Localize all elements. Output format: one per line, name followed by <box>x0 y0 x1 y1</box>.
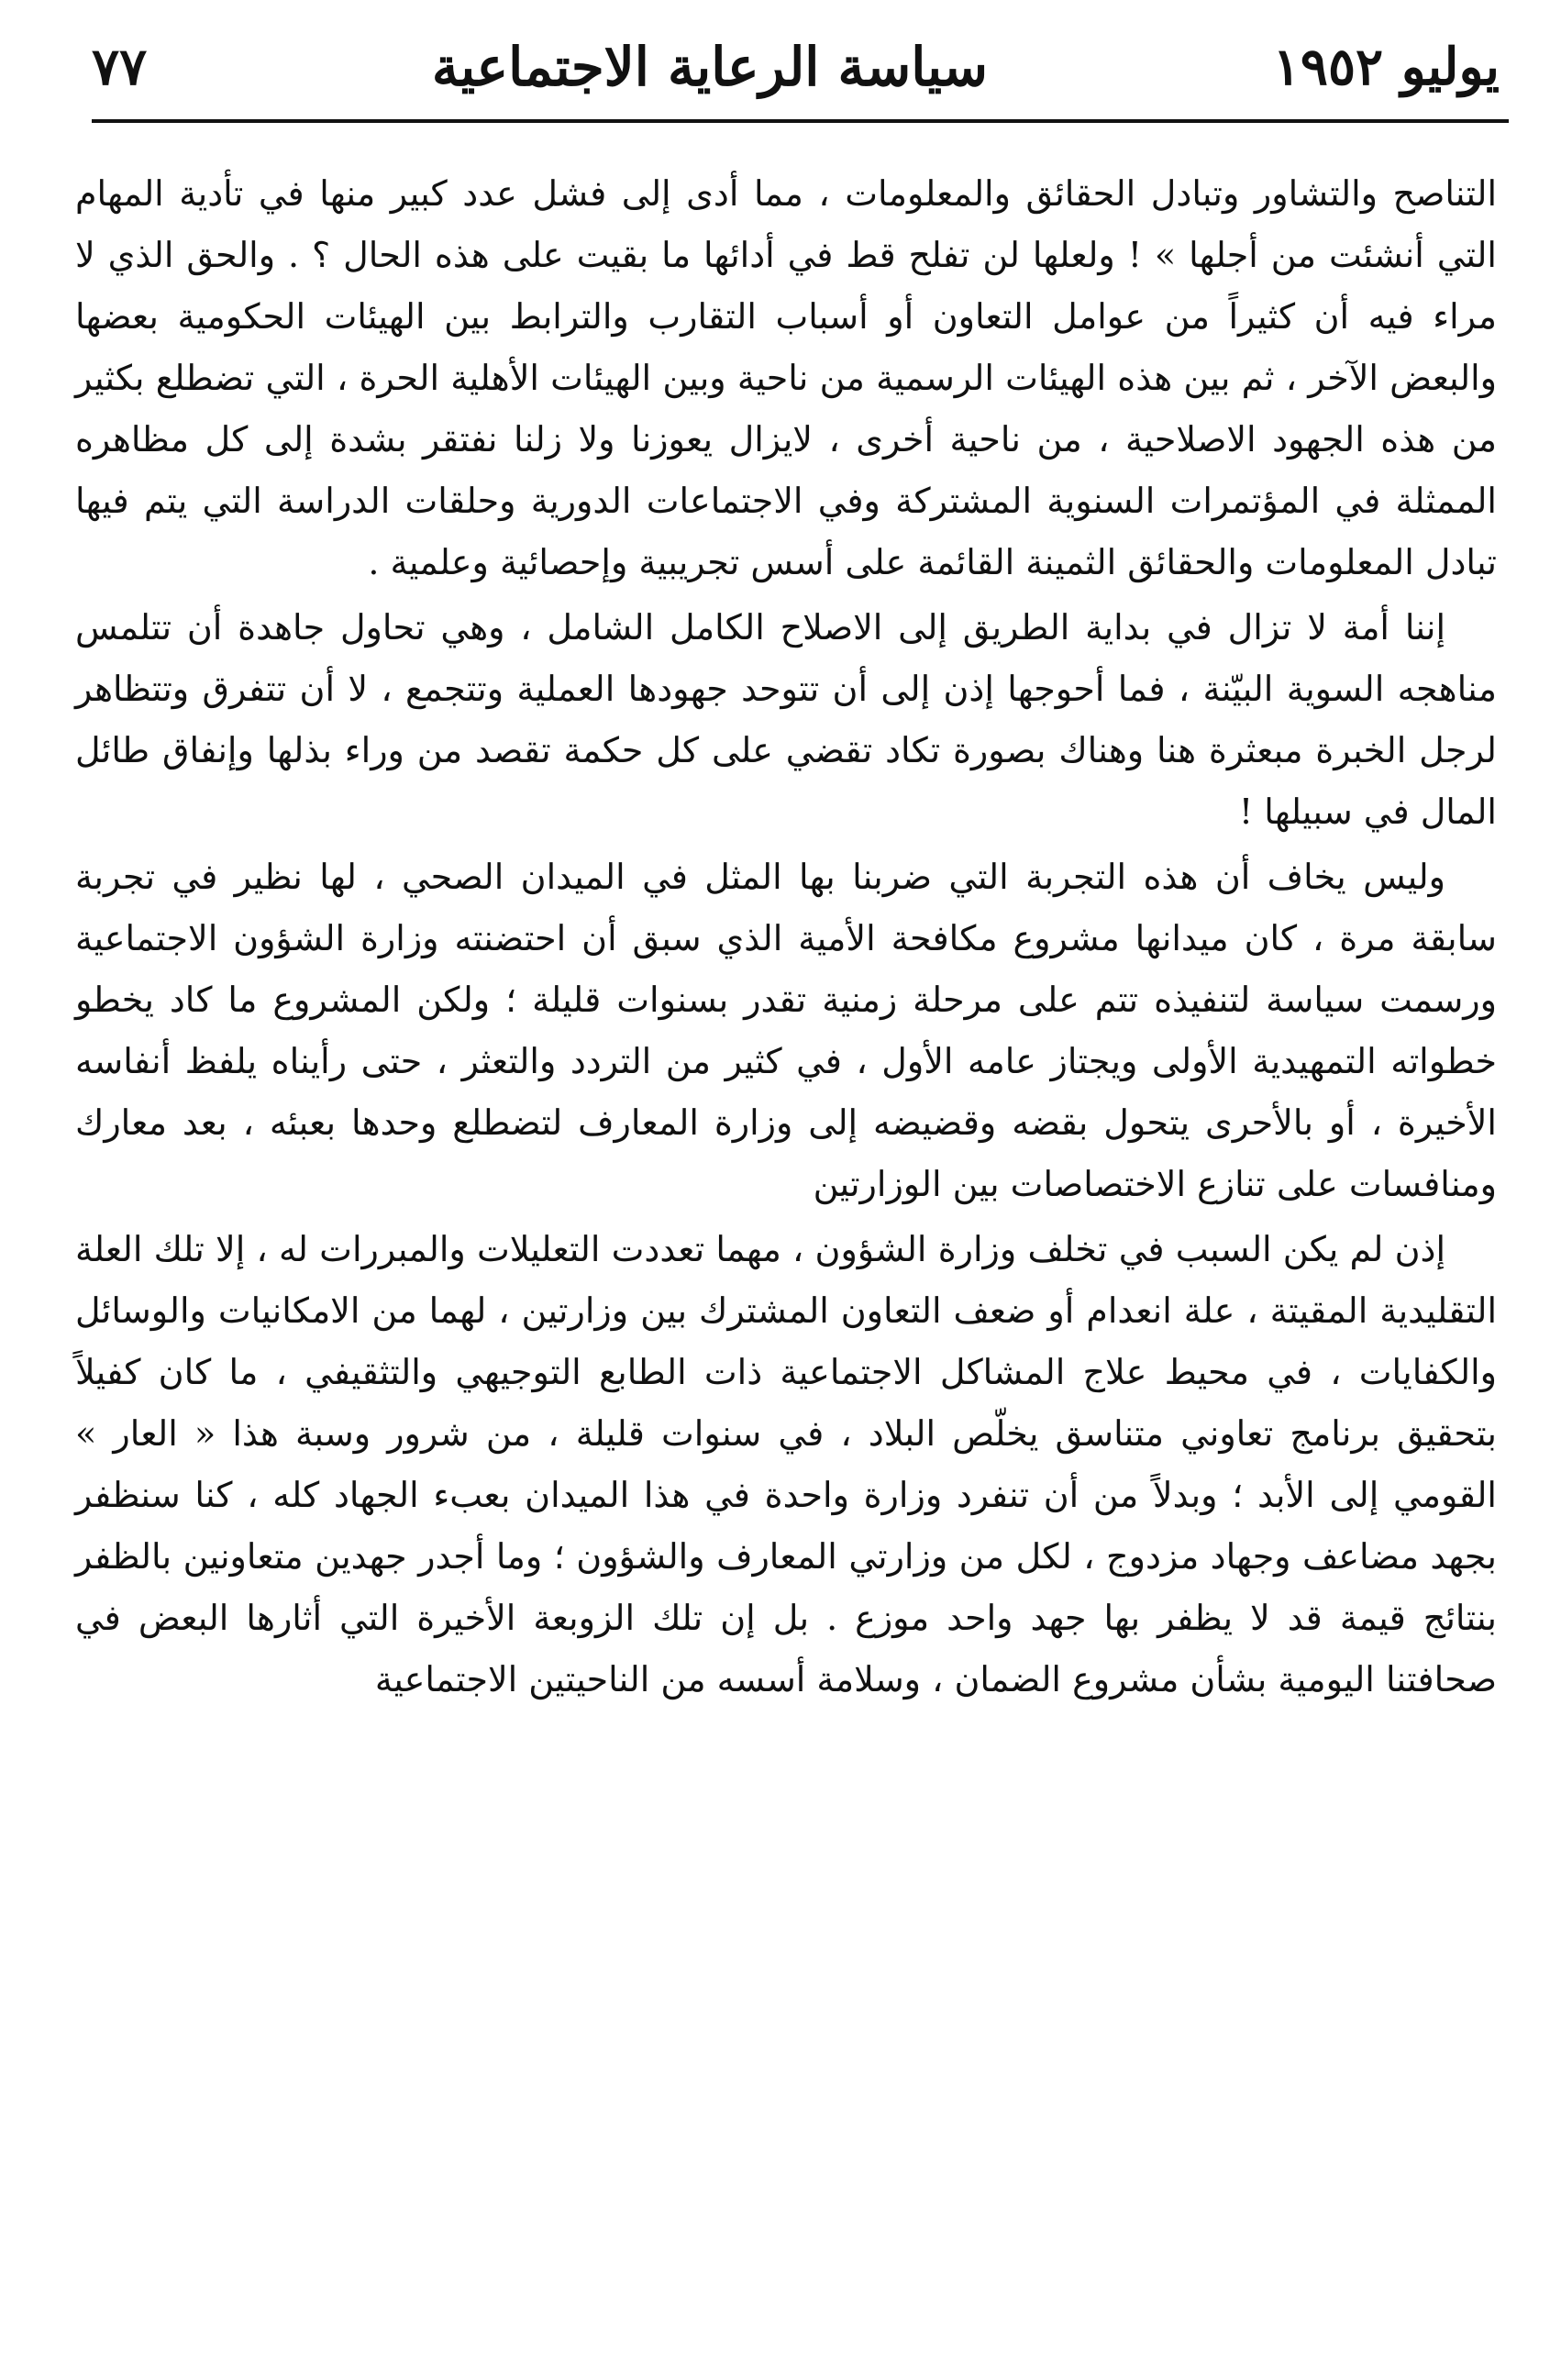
running-title: سياسة الرعاية الاجتماعية <box>431 36 989 98</box>
paragraph: وليس يخاف أن هذه التجربة التي ضربنا بها المثل في الميدان الصحي ، لها نظير في تجربة سابقة مرة ، كان ميدانها مشروع مكافحة الأمية الذي سبق أن احتضنته وزارة الشؤون الاجتماعية ورسمت سياسة لتنفيذه تتم على مرحلة زمنية تقدر بسنوات قليلة ؛ ولكن المشروع ما كاد يخطو خطواته التمهيدية الأولى ويجتاز عامه الأول ، في كثير من التردد والتعثر ، حتى رأيناه يلفظ أنفاسه الأخيرة ، أو بالأحرى يتحول بقضه وقضيضه إلى وزارة المعارف لتضطلع وحدها بعبئه ، بعد معارك ومنافسات على تنازع الاختصاصات بين الوزارتين <box>75 857 1497 1204</box>
paragraph: إننا أمة لا تزال في بداية الطريق إلى الاصلاح الكامل الشامل ، وهي تحاول جاهدة أن تتلمس مناهجه السوية البيّنة ، فما أحوجها إذن إلى أن تتوحد جهودها العملية وتتجمع ، لا أن تتفرق وتتظاهر لرجل الخبرة مبعثرة هنا وهناك بصورة تكاد تقضي على كل حكمة تقصد من وراء بذلها وإنفاق طائل المال في سبيلها ! <box>75 607 1497 832</box>
body-text <box>75 163 1497 1710</box>
paragraph-continued: التناصح والتشاور وتبادل الحقائق والمعلومات ، مما أدى إلى فشل عدد كبير منها في تأدية المهام التي أنشئت من أجلها » ! ولعلها لن تفلح قط في أدائها ما بقيت على هذه الحال ؟ . والحق الذي لا مراء فيه أن كثيراً من عوامل التعاون أو أسباب التقارب والترابط بين الهيئات الحكومية بعضها والبعض الآخر ، ثم بين هذه الهيئات الرسمية من ناحية وبين الهيئات الأهلية الحرة ، التي تضطلع بكثير من هذه الجهود الاصلاحية ، من ناحية أخرى ، لايزال يعوزنا ولا زلنا نفتقر بشدة إلى كل مظاهره الممثلة في المؤتمرات السنوية المشتركة وفي الاجتماعات الدورية وحلقات الدراسة التي يتم فيها تبادل المعلومات والحقائق الثمينة القائمة على أسس تجريبية وإحصائية وعلمية . <box>75 173 1497 582</box>
header-rule <box>92 119 1509 123</box>
page-number: ٧٧ <box>92 37 148 97</box>
paragraph: إذن لم يكن السبب في تخلف وزارة الشؤون ، مهما تعددت التعليلات والمبررات له ، إلا تلك العلة التقليدية المقيتة ، علة انعدام أو ضعف التعاون المشترك بين وزارتين ، لهما من الامكانيات والوسائل والكفايات ، في محيط علاج المشاكل الاجتماعية ذات الطابع التوجيهي والتثقيفي ، ما كان كفيلاً بتحقيق برنامج تعاوني متناسق يخلّص البلاد ، في سنوات قليلة ، من شرور وسبة هذا « العار » القومي إلى الأبد ؛ وبدلاً من أن تنفرد وزارة واحدة في هذا الميدان بعبء الجهاد كله ، كنا سنظفر بجهد مضاعف وجهاد مزدوج ، لكل من وزارتي المعارف والشؤون ؛ وما أجدر جهدين متعاونين بالظفر بنتائج قيمة قد لا يظفر بها جهد واحد موزع . بل إن تلك الزوبعة الأخيرة التي أثارها البعض في صحافتنا اليومية بشأن مشروع الضمان ، وسلامة أسسه من الناحيتين الاجتماعية <box>75 1229 1497 1699</box>
page-header <box>92 26 1500 108</box>
header-date: يوليو ١٩٥٢ <box>1272 37 1500 97</box>
